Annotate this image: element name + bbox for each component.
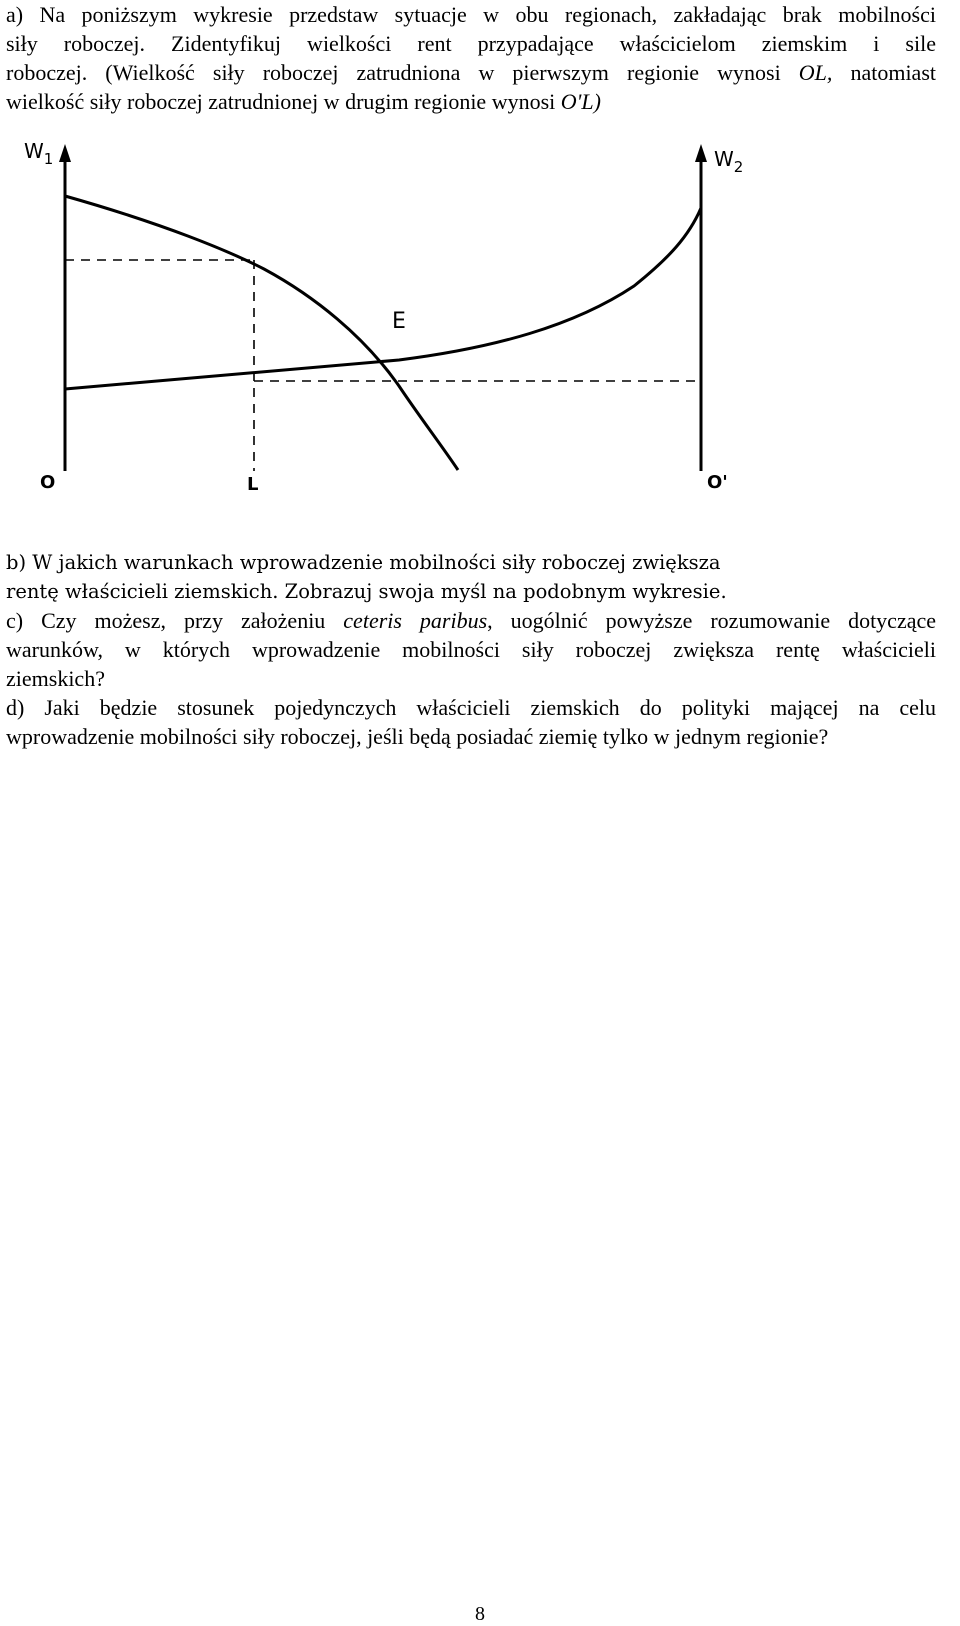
l-label: L (247, 474, 259, 495)
equilibrium-e-label: E (392, 309, 406, 334)
w2-label: $W_2$ (714, 147, 744, 176)
question-b-line-2: rentę właścicieli ziemskich. Zobrazuj swoja myśl na podobnym wykresie. (6, 580, 727, 603)
left-axis-arrow (59, 144, 71, 162)
wage-diagram (14, 136, 814, 521)
origin-o-label: O (40, 472, 56, 493)
question-d-line-1: d) Jaki będzie stosunek pojedynczych właścicieli ziemskich do polityki mającej na celu (6, 695, 936, 720)
question-c-line-3: ziemskich? (6, 666, 105, 691)
w1-label: $W_1$ (24, 139, 54, 168)
question-a-line-2: siły roboczej. Zidentyfikuj wielkości rent przypadające właścicielom ziemskim i sile (6, 31, 936, 56)
o-prime-l-variable: O'L) (560, 89, 601, 114)
question-a (6, 0, 936, 116)
question-c-line-1: c) Czy możesz, przy założeniu ceteris paribus, uogólnić powyższe rozumowanie dotyczące (6, 608, 937, 633)
region-2-mpl-curve (65, 208, 701, 389)
question-a-line-4: wielkość siły roboczej zatrudnionej w drugim regionie wynosi O'L) (6, 89, 601, 114)
question-c (6, 606, 936, 693)
right-axis-arrow (695, 144, 707, 162)
question-a-line-1: a) Na poniższym wykresie przedstaw sytuacje w obu regionach, zakładając brak mobilności (6, 2, 936, 27)
page-number: 8 (475, 1603, 485, 1625)
question-a-line-3: roboczej. (Wielkość siły roboczej zatrudniona w pierwszym regionie wynosi OL, natomiast (6, 60, 936, 85)
diagram-svg (14, 136, 814, 521)
ol-variable: OL, (798, 60, 833, 85)
question-d (6, 693, 936, 751)
question-b (6, 548, 936, 606)
question-b-line-1: b) W jakich warunkach wprowadzenie mobilności siły roboczej zwiększa (6, 551, 721, 574)
question-d-line-2: wprowadzenie mobilności siły roboczej, jeśli będą posiadać ziemię tylko w jednym regionie? (6, 724, 829, 749)
ceteris-paribus-phrase: ceteris paribus (343, 608, 488, 633)
origin-o-prime-label: O' (707, 472, 728, 493)
question-c-line-2: warunków, w których wprowadzenie mobilności siły roboczej zwiększa rentę właścicieli (6, 637, 936, 662)
